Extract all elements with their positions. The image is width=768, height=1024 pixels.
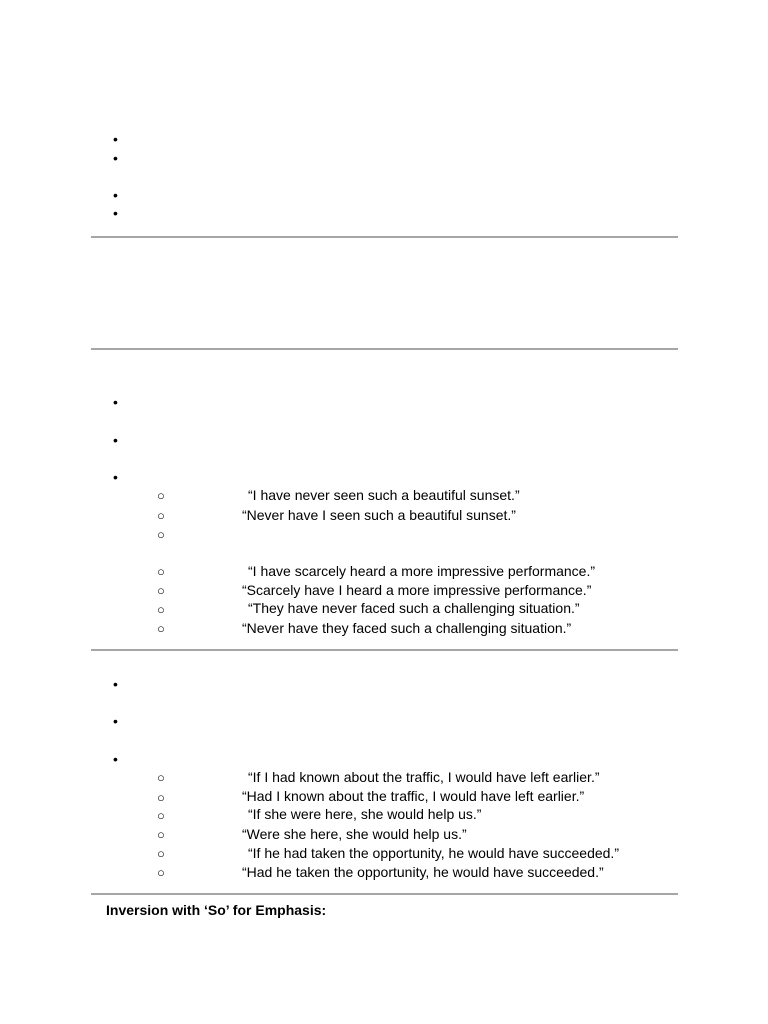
list-bullet: • [113, 751, 118, 767]
example-sentence: “Scarcely have I heard a more impressive performance.” [242, 582, 592, 598]
sub-list-bullet: ○ [157, 508, 165, 523]
example-sentence: “Never have they faced such a challenging situation.” [242, 620, 572, 636]
sub-list-bullet: ○ [157, 564, 165, 579]
example-sentence: “If I had known about the traffic, I would have left earlier.” [248, 769, 600, 785]
list-bullet: • [113, 131, 118, 147]
sub-list-bullet: ○ [157, 488, 165, 503]
list-bullet: • [113, 469, 118, 485]
section-heading: Inversion with ‘So’ for Emphasis: [106, 902, 327, 918]
example-sentence: “If he had taken the opportunity, he would have succeeded.” [248, 845, 619, 861]
horizontal-rule [91, 236, 678, 238]
sub-list-bullet: ○ [157, 770, 165, 785]
horizontal-rule [91, 348, 678, 350]
example-sentence: “Had he taken the opportunity, he would have succeeded.” [242, 864, 604, 880]
list-bullet: • [113, 394, 118, 410]
list-bullet: • [113, 432, 118, 448]
list-bullet: • [113, 676, 118, 692]
sub-list-bullet: ○ [157, 583, 165, 598]
sub-list-bullet: ○ [157, 827, 165, 842]
example-sentence: “I have never seen such a beautiful sunset.” [248, 487, 520, 503]
sub-list-bullet: ○ [157, 602, 165, 617]
example-sentence: “Had I known about the traffic, I would have left earlier.” [242, 788, 585, 804]
sub-list-bullet: ○ [157, 846, 165, 861]
example-sentence: “Were she here, she would help us.” [242, 826, 467, 842]
list-bullet: • [113, 187, 118, 203]
horizontal-rule [91, 649, 678, 651]
list-bullet: • [113, 150, 118, 166]
sub-list-bullet: ○ [157, 527, 165, 542]
horizontal-rule [91, 893, 678, 895]
example-sentence: “I have scarcely heard a more impressive performance.” [248, 563, 596, 579]
example-sentence: “If she were here, she would help us.” [248, 806, 482, 822]
sub-list-bullet: ○ [157, 621, 165, 636]
sub-list-bullet: ○ [157, 790, 165, 805]
list-bullet: • [113, 713, 118, 729]
sub-list-bullet: ○ [157, 865, 165, 880]
list-bullet: • [113, 205, 118, 221]
example-sentence: “They have never faced such a challenging situation.” [248, 600, 580, 616]
sub-list-bullet: ○ [157, 808, 165, 823]
example-sentence: “Never have I seen such a beautiful sunset.” [242, 507, 516, 523]
